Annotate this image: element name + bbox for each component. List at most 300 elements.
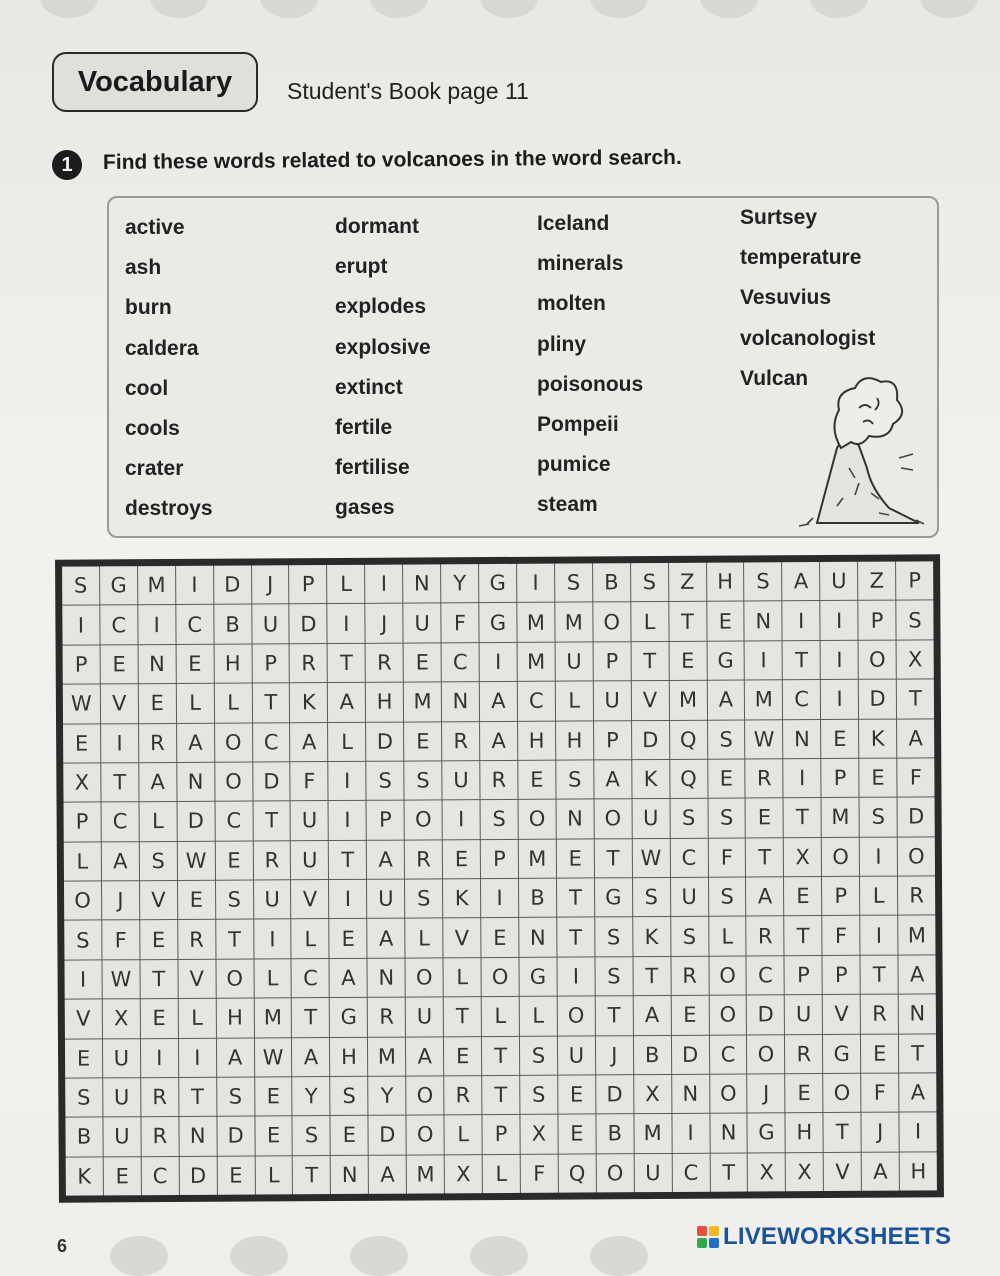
grid-cell[interactable]: L [177,684,214,723]
grid-cell[interactable]: P [858,601,895,640]
grid-cell[interactable]: T [746,838,783,877]
grid-cell[interactable]: T [328,644,365,683]
grid-cell[interactable]: I [821,641,858,680]
grid-cell[interactable]: C [101,802,138,841]
grid-cell[interactable]: I [329,762,366,801]
grid-cell[interactable]: D [747,995,784,1034]
grid-cell[interactable]: S [860,798,897,837]
grid-cell[interactable]: N [710,1114,747,1153]
grid-cell[interactable]: S [595,957,632,996]
grid-cell[interactable]: L [405,919,442,958]
grid-cell[interactable]: U [103,1039,140,1078]
grid-cell[interactable]: P [593,642,630,681]
grid-cell[interactable]: F [291,762,328,801]
grid-cell[interactable]: E [746,799,783,838]
grid-cell[interactable]: M [368,1037,405,1076]
grid-cell[interactable]: T [785,916,822,955]
grid-cell[interactable]: P [64,803,101,842]
grid-cell[interactable]: P [594,721,631,760]
grid-cell[interactable]: N [672,1075,709,1114]
grid-cell[interactable]: R [861,995,898,1034]
grid-cell[interactable]: T [631,642,668,681]
grid-cell[interactable]: X [786,1153,823,1192]
grid-cell[interactable]: T [669,602,706,641]
grid-cell[interactable]: A [746,877,783,916]
grid-cell[interactable]: X [748,1153,785,1192]
grid-cell[interactable]: T [783,641,820,680]
grid-cell[interactable]: C [518,682,555,721]
grid-cell[interactable]: S [216,881,253,920]
grid-cell[interactable]: I [900,1113,937,1152]
grid-cell[interactable]: U [671,878,708,917]
grid-cell[interactable]: A [406,1037,443,1076]
grid-cell[interactable]: V [101,684,138,723]
grid-cell[interactable]: J [252,565,289,604]
grid-cell[interactable]: M [822,798,859,837]
grid-cell[interactable]: X [520,1115,557,1154]
grid-cell[interactable]: U [558,1036,595,1075]
grid-cell[interactable]: A [102,842,139,881]
grid-cell[interactable]: O [482,958,519,997]
grid-cell[interactable]: D [596,1075,633,1114]
grid-cell[interactable]: T [482,1076,519,1115]
grid-cell[interactable]: O [593,603,630,642]
grid-cell[interactable]: H [556,721,593,760]
grid-cell[interactable]: S [631,563,668,602]
grid-cell[interactable]: E [176,644,213,683]
grid-cell[interactable]: C [672,1153,709,1192]
grid-cell[interactable]: A [899,1073,936,1112]
grid-cell[interactable]: J [862,1113,899,1152]
grid-cell[interactable]: R [139,723,176,762]
grid-cell[interactable]: T [784,798,821,837]
grid-cell[interactable]: N [179,1117,216,1156]
grid-cell[interactable]: N [783,720,820,759]
grid-cell[interactable]: L [444,958,481,997]
grid-cell[interactable]: I [176,566,213,605]
grid-cell[interactable]: A [292,1038,329,1077]
grid-cell[interactable]: M [519,839,556,878]
grid-cell[interactable]: E [63,724,100,763]
grid-cell[interactable]: O [710,1074,747,1113]
grid-cell[interactable]: N [177,763,214,802]
grid-cell[interactable]: O [709,956,746,995]
grid-cell[interactable]: Q [670,760,707,799]
grid-cell[interactable]: T [824,1113,861,1152]
grid-cell[interactable]: E [331,1116,368,1155]
grid-cell[interactable]: T [596,996,633,1035]
grid-cell[interactable]: P [290,565,327,604]
grid-cell[interactable]: S [709,877,746,916]
grid-cell[interactable]: O [406,958,443,997]
grid-cell[interactable]: G [479,603,516,642]
grid-cell[interactable]: S [140,842,177,881]
grid-cell[interactable]: S [367,761,404,800]
grid-cell[interactable]: N [403,564,440,603]
grid-cell[interactable]: D [369,1116,406,1155]
grid-cell[interactable]: U [252,605,289,644]
grid-cell[interactable]: T [899,1034,936,1073]
grid-cell[interactable]: I [443,800,480,839]
grid-cell[interactable]: N [556,800,593,839]
grid-cell[interactable]: A [862,1152,899,1191]
grid-cell[interactable]: H [518,721,555,760]
grid-cell[interactable]: I [179,1038,216,1077]
grid-cell[interactable]: Y [369,1076,406,1115]
grid-cell[interactable]: T [140,960,177,999]
grid-cell[interactable]: T [292,998,329,1037]
grid-cell[interactable]: R [141,1117,178,1156]
grid-cell[interactable]: M [634,1114,671,1153]
grid-cell[interactable]: L [328,722,365,761]
grid-cell[interactable]: S [331,1077,368,1116]
grid-cell[interactable]: G [519,957,556,996]
grid-cell[interactable]: E [481,918,518,957]
grid-cell[interactable]: P [482,1115,519,1154]
grid-cell[interactable]: M [404,682,441,721]
grid-cell[interactable]: B [519,879,556,918]
grid-cell[interactable]: K [632,760,669,799]
grid-cell[interactable]: G [823,1034,860,1073]
grid-cell[interactable]: E [255,1117,292,1156]
grid-cell[interactable]: T [216,920,253,959]
grid-cell[interactable]: I [365,565,402,604]
grid-cell[interactable]: Q [670,720,707,759]
grid-cell[interactable]: P [785,956,822,995]
grid-cell[interactable]: N [519,918,556,957]
grid-cell[interactable]: R [253,841,290,880]
grid-cell[interactable]: V [65,1000,102,1039]
grid-cell[interactable]: L [482,997,519,1036]
grid-cell[interactable]: E [861,1034,898,1073]
grid-cell[interactable]: C [215,802,252,841]
grid-cell[interactable]: X [784,838,821,877]
grid-cell[interactable]: P [896,561,933,600]
grid-cell[interactable]: E [784,877,821,916]
grid-cell[interactable]: H [366,683,403,722]
grid-cell[interactable]: E [141,999,178,1038]
grid-cell[interactable]: N [745,602,782,641]
grid-cell[interactable]: G [595,878,632,917]
grid-cell[interactable]: P [63,645,100,684]
grid-cell[interactable]: D [632,720,669,759]
grid-cell[interactable]: S [708,720,745,759]
grid-cell[interactable]: W [255,1038,292,1077]
grid-cell[interactable]: D [366,722,403,761]
grid-cell[interactable]: F [861,1073,898,1112]
grid-cell[interactable]: S [595,918,632,957]
grid-cell[interactable]: E [558,1075,595,1114]
grid-cell[interactable]: I [821,680,858,719]
grid-cell[interactable]: U [103,1117,140,1156]
grid-cell[interactable]: T [557,918,594,957]
grid-cell[interactable]: A [291,723,328,762]
grid-cell[interactable]: B [214,605,251,644]
grid-cell[interactable]: O [518,800,555,839]
grid-cell[interactable]: E [557,839,594,878]
grid-cell[interactable]: L [255,1156,292,1195]
grid-cell[interactable]: I [141,1038,178,1077]
grid-cell[interactable]: X [634,1075,671,1114]
grid-cell[interactable]: B [634,1035,671,1074]
grid-cell[interactable]: Z [858,562,895,601]
grid-cell[interactable]: C [747,956,784,995]
grid-cell[interactable]: S [556,760,593,799]
grid-cell[interactable]: R [480,761,517,800]
grid-cell[interactable]: S [671,917,708,956]
grid-cell[interactable]: E [104,1157,141,1196]
grid-cell[interactable]: E [558,1115,595,1154]
grid-cell[interactable]: N [368,958,405,997]
grid-cell[interactable]: E [100,645,137,684]
grid-cell[interactable]: T [293,1156,330,1195]
grid-cell[interactable]: L [214,684,251,723]
grid-cell[interactable]: L [64,842,101,881]
grid-cell[interactable]: I [254,920,291,959]
grid-cell[interactable]: T [557,878,594,917]
grid-cell[interactable]: X [63,763,100,802]
grid-cell[interactable]: C [253,723,290,762]
grid-cell[interactable]: I [784,759,821,798]
grid-cell[interactable]: D [177,802,214,841]
grid-cell[interactable]: D [859,680,896,719]
grid-cell[interactable]: A [633,996,670,1035]
grid-cell[interactable]: P [252,644,289,683]
grid-cell[interactable]: S [404,761,441,800]
grid-cell[interactable]: A [217,1038,254,1077]
grid-cell[interactable]: D [214,566,251,605]
grid-cell[interactable]: I [557,957,594,996]
grid-cell[interactable]: L [860,877,897,916]
grid-cell[interactable]: S [708,799,745,838]
grid-cell[interactable]: M [745,680,782,719]
grid-cell[interactable]: C [670,838,707,877]
grid-cell[interactable]: T [633,957,670,996]
grid-cell[interactable]: K [66,1157,103,1196]
grid-cell[interactable]: R [671,956,708,995]
grid-cell[interactable]: M [138,566,175,605]
grid-cell[interactable]: Q [559,1154,596,1193]
grid-cell[interactable]: G [748,1114,785,1153]
grid-cell[interactable]: R [366,643,403,682]
grid-cell[interactable]: G [707,641,744,680]
grid-cell[interactable]: E [821,719,858,758]
grid-cell[interactable]: E [708,759,745,798]
grid-cell[interactable]: U [103,1078,140,1117]
grid-cell[interactable]: M [555,603,592,642]
grid-cell[interactable]: U [367,880,404,919]
grid-cell[interactable]: I [745,641,782,680]
grid-cell[interactable]: A [368,919,405,958]
grid-cell[interactable]: F [822,916,859,955]
grid-cell[interactable]: S [62,566,99,605]
grid-cell[interactable]: E [786,1074,823,1113]
grid-cell[interactable]: O [407,1116,444,1155]
grid-cell[interactable]: H [216,999,253,1038]
grid-cell[interactable]: Y [441,564,478,603]
grid-cell[interactable]: R [178,920,215,959]
grid-cell[interactable]: A [480,682,517,721]
grid-cell[interactable]: A [594,760,631,799]
grid-cell[interactable]: R [747,917,784,956]
grid-cell[interactable]: E [255,1077,292,1116]
grid-cell[interactable]: C [142,1157,179,1196]
grid-cell[interactable]: L [178,999,215,1038]
grid-cell[interactable]: O [822,837,859,876]
grid-cell[interactable]: E [859,758,896,797]
grid-cell[interactable]: D [253,762,290,801]
grid-cell[interactable]: N [138,645,175,684]
grid-cell[interactable]: H [214,644,251,683]
grid-cell[interactable]: D [898,798,935,837]
grid-cell[interactable]: L [631,602,668,641]
grid-cell[interactable]: F [708,838,745,877]
grid-cell[interactable]: E [404,643,441,682]
grid-cell[interactable]: S [405,879,442,918]
grid-cell[interactable]: O [215,762,252,801]
grid-cell[interactable]: V [443,918,480,957]
grid-cell[interactable]: I [821,601,858,640]
grid-cell[interactable]: U [404,604,441,643]
grid-cell[interactable]: G [479,564,516,603]
grid-cell[interactable]: H [330,1037,367,1076]
grid-cell[interactable]: R [444,1076,481,1115]
grid-cell[interactable]: L [483,1155,520,1194]
grid-cell[interactable]: D [217,1117,254,1156]
grid-cell[interactable]: U [555,642,592,681]
grid-cell[interactable]: W [632,839,669,878]
grid-cell[interactable]: S [481,800,518,839]
grid-cell[interactable]: R [785,1035,822,1074]
grid-cell[interactable]: E [518,761,555,800]
grid-cell[interactable]: O [215,723,252,762]
grid-cell[interactable]: O [558,997,595,1036]
grid-cell[interactable]: A [899,955,936,994]
grid-cell[interactable]: I [480,643,517,682]
grid-cell[interactable]: O [823,1074,860,1113]
grid-cell[interactable]: V [178,959,215,998]
grid-cell[interactable]: S [64,921,101,960]
grid-cell[interactable]: O [594,799,631,838]
grid-cell[interactable]: T [444,997,481,1036]
grid-cell[interactable]: E [140,920,177,959]
grid-cell[interactable]: M [669,681,706,720]
grid-cell[interactable]: S [520,1076,557,1115]
grid-cell[interactable]: R [442,722,479,761]
grid-cell[interactable]: A [330,959,367,998]
grid-cell[interactable]: B [593,563,630,602]
grid-cell[interactable]: R [898,876,935,915]
grid-cell[interactable]: E [443,840,480,879]
liveworksheets-logo[interactable] [697,1220,951,1254]
grid-cell[interactable]: T [179,1078,216,1117]
grid-cell[interactable]: J [596,1036,633,1075]
grid-cell[interactable]: A [897,719,934,758]
grid-cell[interactable]: U [632,799,669,838]
grid-cell[interactable]: M [517,603,554,642]
grid-cell[interactable]: P [823,956,860,995]
grid-cell[interactable]: M [898,916,935,955]
grid-cell[interactable]: L [327,565,364,604]
grid-cell[interactable]: O [406,1076,443,1115]
grid-cell[interactable]: O [216,959,253,998]
grid-cell[interactable]: M [407,1155,444,1194]
grid-cell[interactable]: P [822,877,859,916]
grid-cell[interactable]: U [442,761,479,800]
grid-cell[interactable]: R [290,644,327,683]
grid-cell[interactable]: F [521,1154,558,1193]
grid-cell[interactable]: I [517,564,554,603]
grid-cell[interactable]: E [444,1037,481,1076]
grid-cell[interactable]: W [745,720,782,759]
grid-cell[interactable]: T [861,955,898,994]
grid-cell[interactable]: A [782,562,819,601]
grid-cell[interactable]: C [709,1035,746,1074]
grid-cell[interactable]: S [293,1116,330,1155]
grid-cell[interactable]: A [328,683,365,722]
grid-cell[interactable]: V [823,995,860,1034]
grid-cell[interactable]: O [64,881,101,920]
grid-cell[interactable]: T [252,683,289,722]
grid-cell[interactable]: O [747,1035,784,1074]
grid-cell[interactable]: G [100,566,137,605]
grid-cell[interactable]: M [518,642,555,681]
grid-cell[interactable]: D [672,1035,709,1074]
grid-cell[interactable]: I [860,837,897,876]
grid-cell[interactable]: B [65,1118,102,1157]
grid-cell[interactable]: E [217,1156,254,1195]
grid-cell[interactable]: A [707,681,744,720]
grid-cell[interactable]: A [369,1155,406,1194]
grid-cell[interactable]: K [443,879,480,918]
grid-cell[interactable]: I [860,916,897,955]
grid-cell[interactable]: S [217,1077,254,1116]
grid-cell[interactable]: V [824,1152,861,1191]
grid-cell[interactable]: T [595,839,632,878]
grid-cell[interactable]: N [899,994,936,1033]
grid-cell[interactable]: I [672,1114,709,1153]
grid-cell[interactable]: S [744,562,781,601]
grid-cell[interactable]: S [633,878,670,917]
grid-cell[interactable]: X [103,999,140,1038]
grid-cell[interactable]: C [783,680,820,719]
grid-cell[interactable]: V [140,881,177,920]
grid-cell[interactable]: U [594,681,631,720]
grid-cell[interactable]: Y [293,1077,330,1116]
grid-cell[interactable]: E [671,996,708,1035]
grid-cell[interactable]: K [859,719,896,758]
grid-cell[interactable]: M [254,998,291,1037]
grid-cell[interactable]: O [898,837,935,876]
grid-cell[interactable]: I [138,605,175,644]
grid-cell[interactable]: Z [669,563,706,602]
grid-cell[interactable]: L [292,919,329,958]
grid-cell[interactable]: K [290,683,327,722]
grid-cell[interactable]: K [633,917,670,956]
grid-cell[interactable]: I [64,960,101,999]
grid-cell[interactable]: O [859,640,896,679]
grid-cell[interactable]: L [709,917,746,956]
grid-cell[interactable]: C [292,959,329,998]
grid-cell[interactable]: J [748,1074,785,1113]
grid-cell[interactable]: U [634,1154,671,1193]
grid-cell[interactable]: I [481,879,518,918]
grid-cell[interactable]: U [820,562,857,601]
grid-cell[interactable]: V [291,880,328,919]
grid-cell[interactable]: T [101,763,138,802]
grid-cell[interactable]: P [822,759,859,798]
grid-cell[interactable]: E [669,641,706,680]
